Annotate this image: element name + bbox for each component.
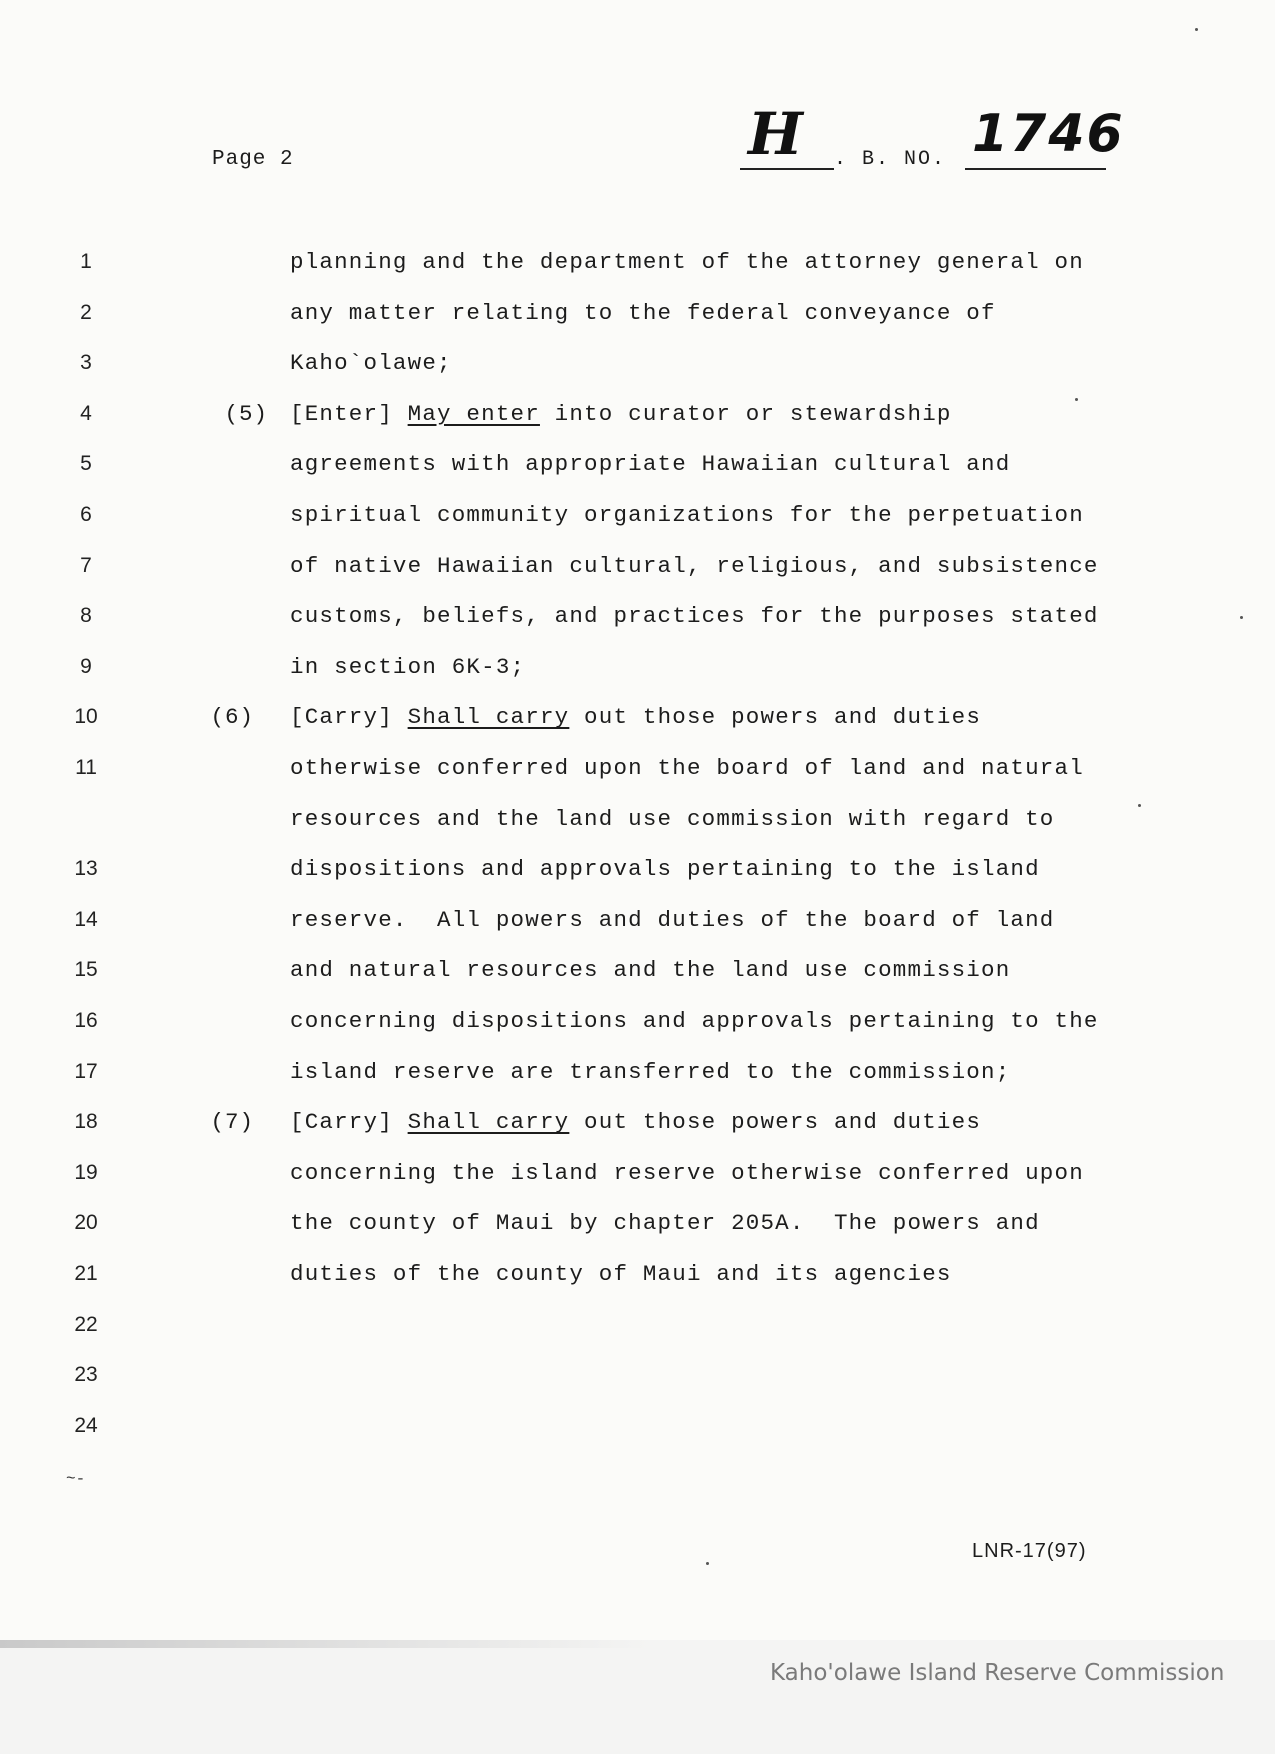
text-run: [Carry] [290, 704, 408, 731]
text-run: concerning the island reserve otherwise conferred upon [290, 1159, 1084, 1186]
line-text [290, 293, 996, 333]
line-text [290, 1254, 952, 1294]
text-run: planning and the department of the attorney general on [290, 249, 1084, 275]
line-number: 20 [74, 1211, 98, 1235]
bill-line [0, 1406, 1275, 1446]
bill-line [0, 1203, 1275, 1243]
line-text [290, 849, 1040, 889]
scan-speck [1075, 398, 1078, 401]
bill-line [0, 1052, 1275, 1092]
bill-line [0, 293, 1275, 333]
page-edge-shadow [0, 1640, 650, 1648]
bill-line [0, 596, 1275, 636]
bill-line [0, 546, 1275, 586]
line-number: 7 [80, 553, 92, 577]
line-text [290, 495, 1084, 535]
line-number: 21 [74, 1262, 98, 1285]
bill-number-header [740, 100, 1125, 180]
line-text [290, 546, 1099, 586]
scan-speck [1138, 804, 1141, 807]
form-code: LNR-17(97) [972, 1540, 1087, 1562]
line-number: 22 [74, 1312, 98, 1336]
paragraph-marker: (6) [210, 704, 254, 731]
bill-line [0, 1001, 1275, 1041]
bill-line [0, 444, 1275, 484]
line-number: 17 [74, 1059, 98, 1083]
text-run: out those powers and duties [569, 704, 982, 731]
text-run: of native Hawaiian cultural, religious, and subsistence [290, 552, 1099, 579]
line-number: 19 [74, 1160, 98, 1184]
bill-line [0, 1305, 1275, 1345]
text-run: agreements with appropriate Hawaiian cultural and [290, 451, 1011, 478]
paragraph-marker: (5) [224, 400, 268, 427]
inserted-text: Shall carry [407, 704, 570, 731]
bill-line [0, 242, 1275, 282]
line-number: 2 [80, 300, 92, 324]
line-text [290, 394, 952, 434]
text-run: and natural resources and the land use commission [290, 957, 1011, 984]
bill-line [0, 950, 1275, 990]
bill-number-underline [965, 168, 1106, 170]
inserted-text: Shall carry [407, 1109, 570, 1136]
text-run: Kaho`olawe; [290, 350, 452, 377]
line-text [290, 242, 1084, 282]
bill-line [0, 647, 1275, 687]
text-run: any matter relating to the federal conveyance of [290, 299, 996, 326]
line-text [290, 1102, 981, 1142]
bill-line [0, 1153, 1275, 1193]
bill-line [0, 1254, 1275, 1294]
text-run: customs, beliefs, and practices for the purposes stated [290, 603, 1099, 630]
inserted-text: May enter [407, 400, 540, 427]
line-text [290, 444, 1010, 484]
line-number: 13 [74, 857, 98, 881]
line-text [290, 1203, 1040, 1243]
text-run: in section 6K-3; [290, 653, 526, 680]
handwritten-chamber-letter: H [748, 100, 803, 168]
text-run: concerning dispositions and approvals pertaining to the [290, 1008, 1099, 1034]
bill-line [0, 394, 1275, 434]
line-number: 15 [74, 958, 98, 982]
text-run: [Enter] [290, 400, 408, 427]
line-text [290, 1001, 1099, 1041]
bill-line [0, 900, 1275, 940]
line-number: 5 [80, 452, 92, 476]
line-text [290, 900, 1055, 940]
handwritten-bill-number: 1746 [972, 104, 1125, 164]
line-text [290, 343, 452, 383]
text-run: dispositions and approvals pertaining to the island [290, 856, 1040, 883]
text-run: [Carry] [290, 1109, 408, 1136]
scan-footer-band [0, 1640, 1275, 1754]
text-run: the county of Maui by chapter 205A. The powers and [290, 1210, 1040, 1237]
line-number: 1 [80, 250, 92, 273]
text-run: out those powers and duties [569, 1109, 982, 1136]
line-text [290, 748, 1084, 788]
text-run: otherwise conferred upon the board of land and natural [290, 755, 1084, 781]
text-run: duties of the county of Maui and its agencies [290, 1261, 952, 1287]
line-number: 14 [74, 907, 98, 931]
line-text [290, 950, 1010, 990]
collection-watermark: Kaho'olawe Island Reserve Commission [770, 1660, 1225, 1686]
chamber-underline [740, 168, 834, 170]
line-number: 23 [74, 1363, 98, 1387]
text-run: reserve. All powers and duties of the board of land [290, 906, 1055, 933]
line-number: 4 [80, 401, 92, 425]
scan-speck [706, 1562, 709, 1565]
line-number: 9 [80, 654, 92, 678]
line-number: 18 [74, 1110, 98, 1134]
scan-speck [1240, 616, 1243, 619]
bill-number-label: . B. NO. [834, 148, 947, 171]
bill-line [0, 697, 1275, 737]
scan-speck [1195, 28, 1198, 31]
paragraph-marker: (7) [210, 1109, 254, 1136]
line-number: 6 [80, 503, 92, 526]
line-text [290, 799, 1055, 839]
text-run: spiritual community organizations for the perpetuation [290, 502, 1084, 528]
line-text [290, 1153, 1084, 1193]
bill-line [0, 495, 1275, 535]
page-label: Page 2 [212, 148, 294, 171]
bill-line [0, 799, 1275, 839]
text-run: island reserve are transferred to the commission; [290, 1058, 1011, 1085]
bill-line [0, 849, 1275, 889]
line-number-fragment: ~- [66, 1470, 86, 1488]
line-number: 10 [74, 705, 98, 729]
line-text [290, 647, 525, 687]
line-number: 16 [74, 1009, 98, 1032]
line-text [290, 697, 981, 737]
text-run: resources and the land use commission with regard to [290, 805, 1055, 832]
line-number: 24 [74, 1413, 98, 1437]
line-number: 11 [75, 756, 97, 779]
bill-line [0, 748, 1275, 788]
line-text [290, 1052, 1010, 1092]
bill-line [0, 343, 1275, 383]
bill-line [0, 1102, 1275, 1142]
line-text [290, 596, 1099, 636]
line-number: 3 [80, 351, 92, 375]
bill-line [0, 1355, 1275, 1395]
line-number: 8 [80, 604, 92, 628]
text-run: into curator or stewardship [539, 400, 952, 427]
